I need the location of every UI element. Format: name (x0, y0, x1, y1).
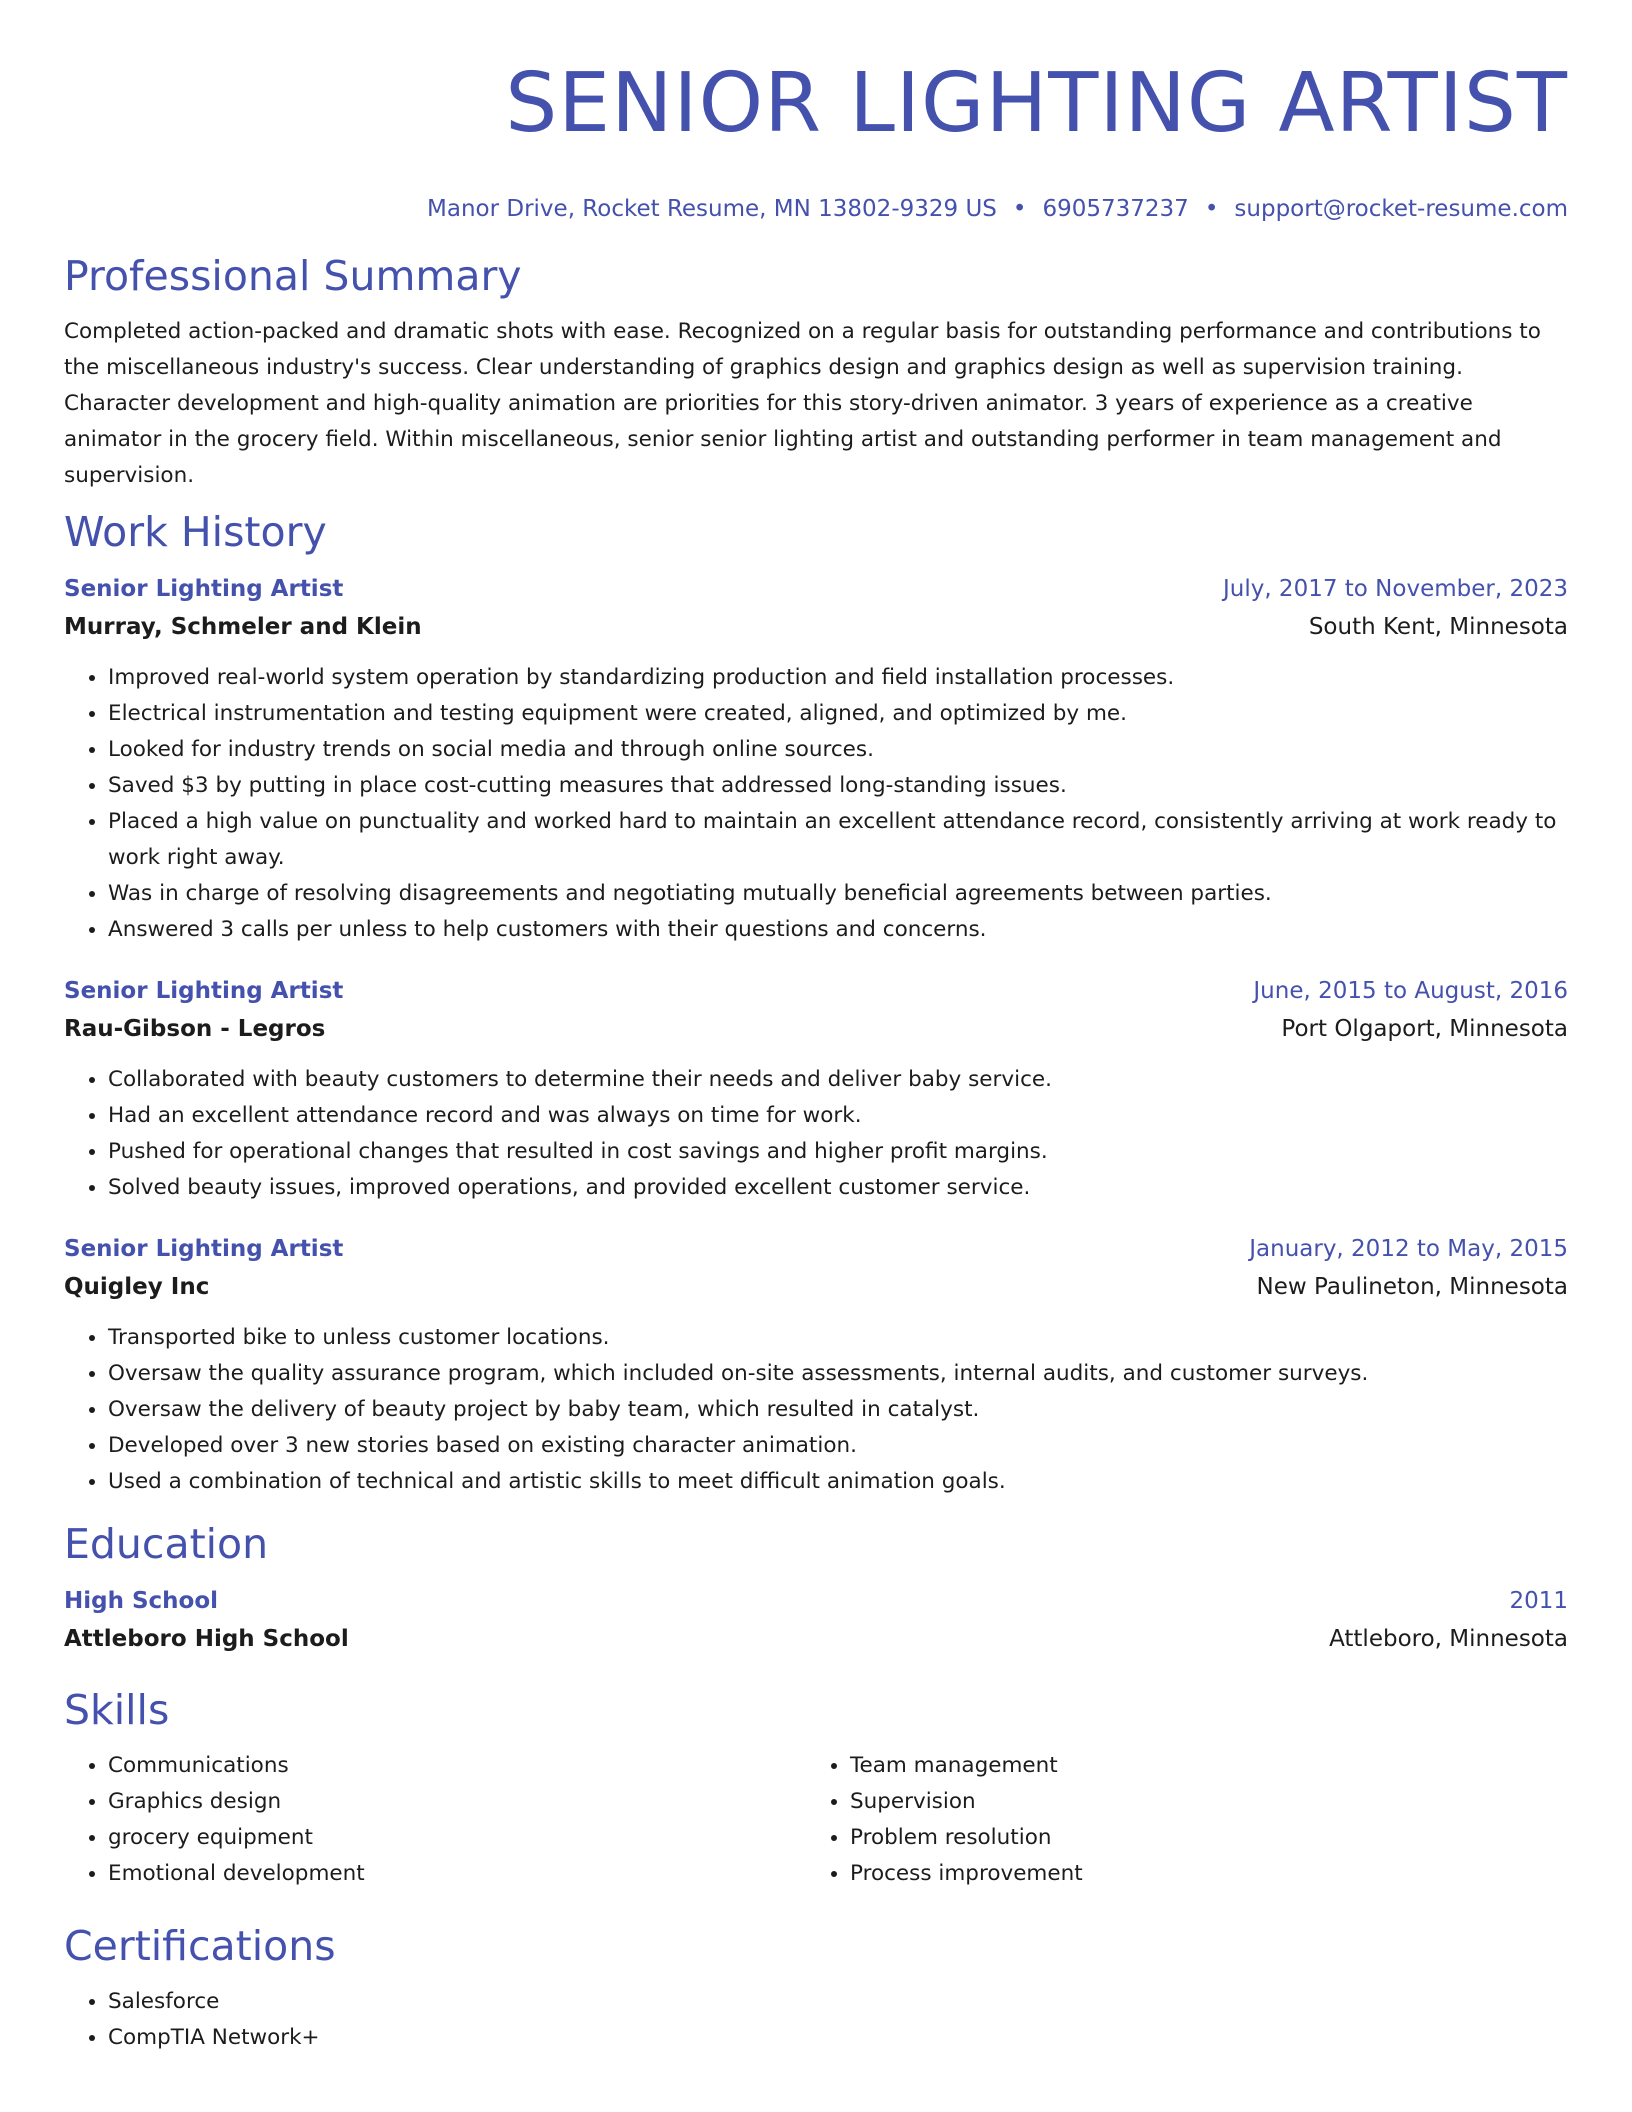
job-bullets (64, 1062, 1568, 1206)
list-item: • Pushed for operational changes that resulted in cost savings and higher profit margins. (108, 1134, 1568, 1170)
list-item: • Supervision (850, 1784, 1548, 1820)
list-item: • Electrical instrumentation and testing equipment were created, aligned, and optimized by me. (108, 696, 1568, 732)
list-item: • Had an excellent attendance record and was always on time for work. (108, 1098, 1568, 1134)
contact-phone: 6905737237 (1042, 196, 1189, 222)
job-company: Quigley Inc (64, 1274, 210, 1300)
list-item: • Transported bike to unless customer locations. (108, 1320, 1568, 1356)
contact-line (64, 194, 1568, 224)
list-item: • Oversaw the quality assurance program, which included on-site assessments, internal audits, and customer surveys. (108, 1356, 1568, 1392)
list-item: • Collaborated with beauty customers to determine their needs and deliver baby service. (108, 1062, 1568, 1098)
list-item: • Looked for industry trends on social media and through online sources. (108, 732, 1568, 768)
job-entry (64, 972, 1568, 1206)
job-location: Port Olgaport, Minnesota (1281, 1016, 1568, 1042)
list-item: • Solved beauty issues, improved operations, and provided excellent customer service. (108, 1170, 1568, 1206)
education-year: 2011 (1509, 1588, 1568, 1614)
education-heading: Education (64, 1520, 269, 1568)
job-company-row (64, 1268, 1568, 1306)
summary-heading: Professional Summary (64, 252, 522, 300)
contact-separator: • (1204, 196, 1219, 222)
certifications-list (64, 1984, 1568, 2056)
list-item: • CompTIA Network+ (108, 2020, 1568, 2056)
job-bullets (64, 1320, 1568, 1500)
list-item: • Process improvement (850, 1856, 1548, 1892)
list-item: • Saved $3 by putting in place cost-cutting measures that addressed long-standing issues. (108, 768, 1568, 804)
job-dates: January, 2012 to May, 2015 (1249, 1236, 1568, 1262)
job-company: Rau-Gibson - Legros (64, 1016, 326, 1042)
job-company-row (64, 1010, 1568, 1048)
list-item: • Placed a high value on punctuality and worked hard to maintain an excellent attendance record, consistently arriving at work ready to work right away. (108, 804, 1568, 876)
education-school-row (64, 1620, 1568, 1658)
list-item: • Salesforce (108, 1984, 1568, 2020)
contact-address: Manor Drive, Rocket Resume, MN 13802-9329 US (427, 196, 997, 222)
resume-title: SENIOR LIGHTING ARTIST (505, 56, 1568, 151)
skills-heading: Skills (64, 1686, 170, 1734)
summary-text: Completed action-packed and dramatic shots with ease. Recognized on a regular basis for outstanding performance and contributions to the miscellaneous industry's success. Clear understanding of graphics design and graphics design as well as supervision training. Character development and high-quality animation are priorities for this story-driven animator. 3 years of experience as a creative animator in the grocery field. Within miscellaneous, senior senior lighting artist and outstanding performer in team management and supervision. (64, 319, 1541, 488)
education-degree: High School (64, 1588, 219, 1614)
list-item: • Developed over 3 new stories based on existing character animation. (108, 1428, 1568, 1464)
skills-grid (64, 1736, 1568, 1892)
resume-page (64, 0, 1568, 2056)
job-location: New Paulineton, Minnesota (1256, 1274, 1568, 1300)
job-company-row (64, 608, 1568, 646)
education-header-row (64, 1582, 1568, 1620)
skills-column-right (806, 1748, 1548, 1892)
job-title: Senior Lighting Artist (64, 978, 344, 1004)
certifications-heading: Certifications (64, 1922, 336, 1970)
list-item: • Graphics design (108, 1784, 806, 1820)
work-history-heading: Work History (64, 508, 327, 556)
list-item: • grocery equipment (108, 1820, 806, 1856)
job-location: South Kent, Minnesota (1308, 614, 1568, 640)
list-item: • Used a combination of technical and artistic skills to meet difficult animation goals. (108, 1464, 1568, 1500)
list-item: • Improved real-world system operation by standardizing production and field installation processes. (108, 660, 1568, 696)
contact-email: support@rocket-resume.com (1234, 196, 1568, 222)
list-item: • Team management (850, 1748, 1548, 1784)
job-dates: June, 2015 to August, 2016 (1253, 978, 1568, 1004)
job-title: Senior Lighting Artist (64, 576, 344, 602)
job-header-row (64, 972, 1568, 1010)
job-header-row (64, 1230, 1568, 1268)
list-item: • Oversaw the delivery of beauty project by baby team, which resulted in catalyst. (108, 1392, 1568, 1428)
job-header-row (64, 570, 1568, 608)
contact-separator: • (1012, 196, 1027, 222)
education-school: Attleboro High School (64, 1626, 349, 1652)
job-title: Senior Lighting Artist (64, 1236, 344, 1262)
education-entry (64, 1582, 1568, 1658)
job-bullets (64, 660, 1568, 948)
skills-column-left (64, 1748, 806, 1892)
list-item: • Answered 3 calls per unless to help customers with their questions and concerns. (108, 912, 1568, 948)
list-item: • Was in charge of resolving disagreements and negotiating mutually beneficial agreements between parties. (108, 876, 1568, 912)
job-dates: July, 2017 to November, 2023 (1222, 576, 1568, 602)
job-entry (64, 1230, 1568, 1500)
job-company: Murray, Schmeler and Klein (64, 614, 422, 640)
list-item: • Problem resolution (850, 1820, 1548, 1856)
education-location: Attleboro, Minnesota (1329, 1626, 1568, 1652)
job-entry (64, 570, 1568, 948)
list-item: • Emotional development (108, 1856, 806, 1892)
list-item: • Communications (108, 1748, 806, 1784)
